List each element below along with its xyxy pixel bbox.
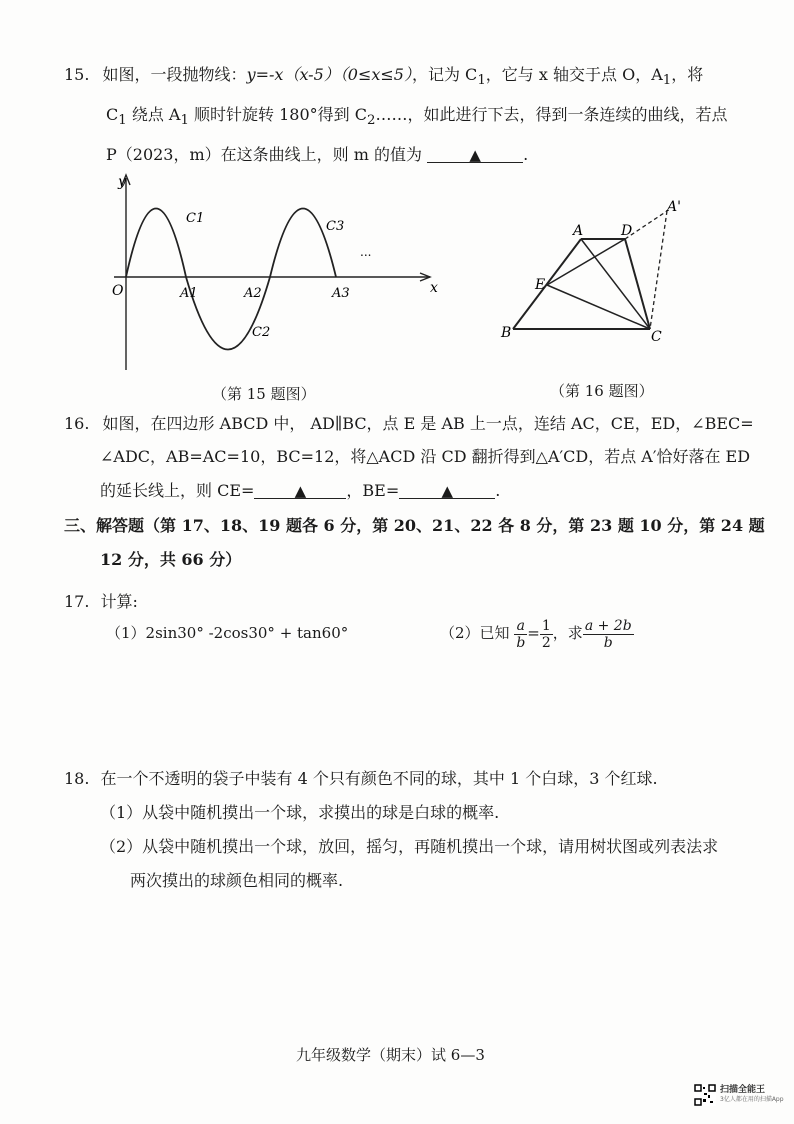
q16-line3 [100, 480, 500, 502]
curve-c1 [126, 209, 186, 278]
fraction-numerator: 1 [541, 617, 551, 634]
q15-text: C [106, 105, 119, 124]
q18-text: 在一个不透明的袋子中装有 4 个只有颜色不同的球，其中 1 个白球，3 个红球. [100, 769, 658, 788]
blank-triangle-icon: ▲ [441, 482, 454, 500]
q15-text: 如图，一段抛物线： [102, 65, 247, 84]
q16-text: 的延长线上，则 CE= [100, 481, 255, 500]
q15-subscript: 1 [662, 73, 672, 89]
point-a3-label: A3 [332, 286, 350, 301]
q16-text: ，BE= [346, 481, 400, 500]
blank-triangle-icon: ▲ [294, 482, 307, 500]
scanner-watermark [720, 1085, 784, 1105]
q16-text: ∠ADC，AB=AC=10，BC=12，将△ACD 沿 CD 翻折得到△A′CD，若点 A′恰好落在 ED [100, 447, 751, 466]
fig16-caption: （第 16 题图） [550, 382, 654, 400]
q16-line2 [100, 446, 750, 468]
q18-part2-line2: 两次摸出的球颜色相同的概率. [130, 871, 344, 890]
fraction-a-over-b [514, 618, 527, 651]
q16-be-blank[interactable] [399, 480, 495, 499]
q17-part2 [440, 614, 634, 652]
q17-title [64, 591, 138, 613]
watermark-title: 扫描全能王 [720, 1085, 766, 1095]
q15-line2 [106, 104, 728, 132]
point-a1-label: A1 [180, 286, 198, 301]
q18-part1: （1）从袋中随机摸出一个球，求摸出的球是白球的概率. [100, 803, 500, 822]
q15-text: ，记为 C [411, 65, 478, 84]
q16-ce-blank[interactable] [254, 480, 346, 499]
q17-part1: （1）2sin30° -2cos30° + tan60° [106, 624, 349, 642]
curve-c2-label: C2 [252, 325, 271, 340]
label-a: A [573, 223, 584, 239]
label-b: B [501, 325, 512, 341]
q18-line1 [64, 768, 658, 790]
q15-answer-blank[interactable] [427, 144, 523, 163]
label-e: E [535, 277, 546, 293]
q15-text: ，将 [671, 65, 704, 84]
fraction-numerator: a + 2b [584, 617, 632, 634]
watermark-subtitle: 3亿人都在用的扫描App [720, 1096, 784, 1103]
qr-code-icon [694, 1084, 716, 1106]
x-label: x [430, 280, 438, 296]
q15-equation: y=-x（x-5）（0≤x≤5） [246, 65, 412, 84]
fig15-graph [100, 170, 450, 380]
q17-text: ，求 [552, 624, 583, 642]
segment-ab [513, 239, 581, 329]
q15-subscript: 1 [180, 113, 189, 129]
section3-heading-line2: 12 分，共 66 分） [100, 550, 242, 569]
equals-sign: = [527, 624, 540, 642]
fraction-expression [583, 618, 634, 651]
label-a-prime: A' [667, 199, 681, 215]
q15-subscript: 1 [477, 73, 486, 89]
section3-heading-line1: 三、解答题（第 17、18、19 题各 6 分，第 20、21、22 各 8 分，第 23 题 10 分，第 24 题 [64, 516, 765, 535]
page-footer: 九年级数学（期末）试 6—3 [296, 1046, 485, 1064]
blank-triangle-icon: ▲ [469, 146, 481, 164]
q15-text: . [523, 145, 529, 164]
q18-part2-line1: （2）从袋中随机摸出一个球，放回，摇匀，再随机摸出一个球，请用树状图或列表法求 [100, 837, 719, 856]
q15-text: 绕点 A [126, 105, 181, 124]
fig15-caption: （第 15 题图） [212, 385, 316, 403]
q15-text: P（2023，m）在这条曲线上，则 m 的值为 [106, 145, 423, 164]
segment-dc [625, 239, 650, 329]
q15-line3 [106, 144, 528, 166]
q15-text: ……，如此进行下去，得到一条连续的曲线，若点 [375, 105, 728, 124]
q16-line1 [64, 413, 754, 435]
point-a2-label: A2 [244, 286, 262, 301]
ellipsis: ... [360, 245, 372, 259]
fraction-one-half [540, 618, 553, 651]
q15-line1 [64, 64, 703, 92]
q18-number: 18. [64, 769, 90, 788]
q17-text: （2）已知 [440, 624, 510, 642]
q15-text: ，它与 x 轴交于点 O，A [485, 65, 663, 84]
fraction-denominator: 2 [541, 634, 551, 651]
q15-number: 15. [64, 65, 90, 84]
q17-text: 计算: [100, 592, 138, 611]
segment-ec [547, 285, 650, 329]
q16-text: 如图，在四边形 ABCD 中， AD∥BC，点 E 是 AB 上一点，连结 AC，CE，ED，∠BEC= [102, 414, 754, 433]
q15-subscript: 2 [367, 113, 376, 129]
q15-text: 顺时针旋转 180°得到 C [188, 105, 367, 124]
fraction-numerator: a [514, 618, 527, 635]
label-d: D [621, 223, 633, 239]
segment-ac [581, 239, 650, 329]
curve-c1-label: C1 [186, 211, 205, 226]
q15-subscript: 1 [118, 113, 127, 129]
y-label: y [118, 174, 126, 190]
origin-label: O [112, 283, 124, 299]
fraction-denominator: b [603, 634, 613, 651]
q16-number: 16. [64, 414, 90, 433]
segment-a-prime-c [650, 211, 667, 329]
q17-number: 17. [64, 592, 90, 611]
curve-c3-label: C3 [326, 219, 345, 234]
q16-text: . [495, 481, 501, 500]
fraction-denominator: b [516, 634, 526, 651]
label-c: C [651, 329, 662, 345]
fig16-diagram [495, 195, 695, 350]
